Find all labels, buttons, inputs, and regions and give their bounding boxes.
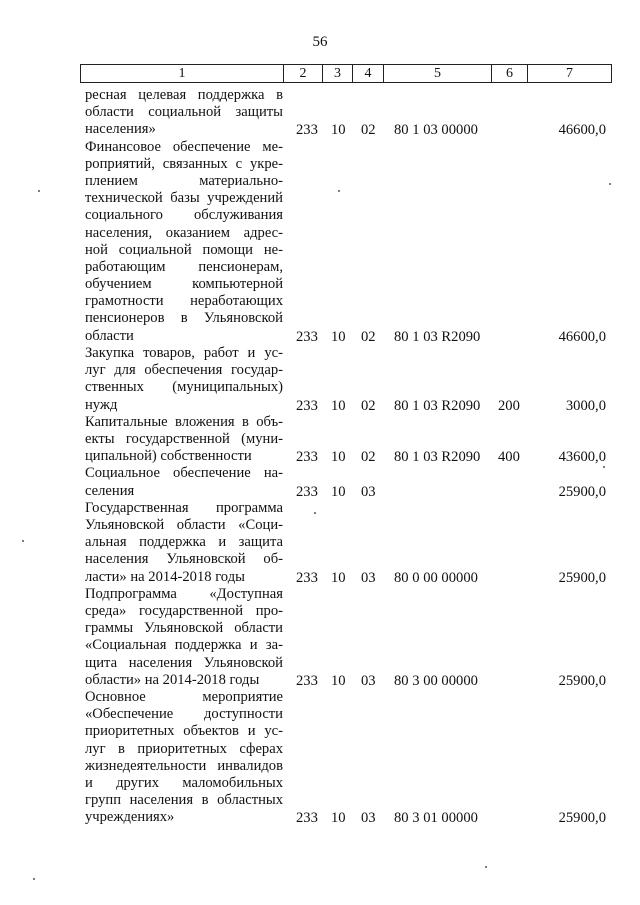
cell-c3: 10 bbox=[331, 122, 346, 139]
cell-c7: 25900,0 bbox=[558, 569, 606, 586]
cell-c4: 03 bbox=[361, 569, 376, 586]
description-line: населения, оказанием адрес- bbox=[85, 224, 283, 241]
cell-c3: 10 bbox=[331, 449, 346, 466]
column-header-3: 3 bbox=[323, 65, 353, 82]
scan-speck bbox=[33, 878, 35, 880]
description-line: плением материально- bbox=[85, 172, 283, 189]
description-line: Закупка товаров, работ и ус- bbox=[85, 345, 283, 361]
cell-c3: 10 bbox=[331, 810, 346, 827]
column-header-4: 4 bbox=[353, 65, 384, 82]
description-line: социального обслуживания bbox=[85, 207, 283, 224]
cell-c3: 10 bbox=[331, 569, 346, 586]
cell-c6: 400 bbox=[498, 449, 520, 466]
description-line: населения Ульяновской об- bbox=[85, 551, 283, 568]
description-line: граммы Ульяновской области bbox=[85, 620, 283, 637]
description-line: учреждениях» bbox=[85, 809, 175, 826]
cell-c7: 3000,0 bbox=[565, 397, 606, 414]
cell-c3: 10 bbox=[331, 397, 346, 414]
cell-c3: 10 bbox=[331, 483, 346, 500]
description-line: екты государственной (муни- bbox=[85, 430, 283, 447]
row-description bbox=[85, 465, 283, 499]
row-description bbox=[85, 414, 283, 466]
cell-c5: 80 3 00 00000 bbox=[394, 672, 478, 689]
row-description bbox=[85, 689, 283, 827]
column-header-5: 5 bbox=[384, 65, 492, 82]
description-line: «Социальная поддержка и за- bbox=[85, 637, 283, 654]
cell-c5: 80 1 03 R2090 bbox=[394, 328, 481, 345]
description-line: обучением компьютерной bbox=[85, 276, 283, 293]
description-line: Основное мероприятие bbox=[85, 689, 283, 705]
cell-c2: 233 bbox=[296, 449, 318, 466]
scan-speck bbox=[485, 866, 487, 868]
cell-c4: 03 bbox=[361, 483, 376, 500]
description-line: приоритетных объектов и ус- bbox=[85, 723, 283, 740]
table-column-header bbox=[80, 64, 612, 83]
description-line: среда» государственной про- bbox=[85, 602, 283, 619]
page-number: 56 bbox=[312, 34, 328, 50]
cell-c7: 46600,0 bbox=[558, 328, 606, 345]
scan-speck bbox=[603, 466, 605, 468]
column-header-1: 1 bbox=[81, 65, 284, 82]
description-line: луг для обеспечения государ- bbox=[85, 362, 283, 379]
description-line: «Обеспечение доступности bbox=[85, 706, 283, 723]
description-line: нужд bbox=[85, 396, 118, 413]
cell-c2: 233 bbox=[296, 397, 318, 414]
scan-speck bbox=[338, 190, 340, 192]
description-line: области социальной защиты bbox=[85, 104, 283, 121]
cell-c7: 43600,0 bbox=[558, 449, 606, 466]
description-line: Подпрограмма «Доступная bbox=[85, 585, 283, 602]
row-description bbox=[85, 139, 283, 345]
cell-c7: 25900,0 bbox=[558, 810, 606, 827]
cell-c7: 25900,0 bbox=[558, 483, 606, 500]
row-description bbox=[85, 586, 283, 689]
column-header-2: 2 bbox=[284, 65, 323, 82]
description-line: и других маломобильных bbox=[85, 774, 283, 791]
description-line: Государственная программа bbox=[85, 499, 283, 516]
description-line: ресная целевая поддержка в bbox=[85, 87, 283, 103]
description-line: селения bbox=[85, 482, 135, 499]
cell-c2: 233 bbox=[296, 122, 318, 139]
description-line: Ульяновской области «Соци- bbox=[85, 516, 283, 533]
cell-c5: 80 1 03 R2090 bbox=[394, 397, 481, 414]
cell-c5: 80 0 00 00000 bbox=[394, 569, 478, 586]
cell-c3: 10 bbox=[331, 328, 346, 345]
cell-c6: 200 bbox=[498, 397, 520, 414]
cell-c2: 233 bbox=[296, 569, 318, 586]
cell-c2: 233 bbox=[296, 672, 318, 689]
cell-c5: 80 3 01 00000 bbox=[394, 810, 478, 827]
cell-c7: 25900,0 bbox=[558, 672, 606, 689]
cell-c4: 02 bbox=[361, 122, 376, 139]
description-line: роприятий, связанных с укре- bbox=[85, 155, 283, 172]
description-line: технической базы учреждений bbox=[85, 190, 283, 207]
cell-c5: 80 1 03 R2090 bbox=[394, 449, 481, 466]
description-line: области bbox=[85, 327, 134, 344]
column-header-6: 6 bbox=[492, 65, 528, 82]
description-line: грамотности неработающих bbox=[85, 293, 283, 310]
description-line: работающим пенсионерам, bbox=[85, 258, 283, 275]
description-line: луг в приоритетных сферах bbox=[85, 740, 283, 757]
description-line: ной социальной помощи не- bbox=[85, 241, 283, 258]
row-description bbox=[85, 345, 283, 414]
cell-c4: 02 bbox=[361, 397, 376, 414]
description-line: ственных (муниципальных) bbox=[85, 379, 283, 396]
description-line: населения» bbox=[85, 121, 156, 138]
cell-c2: 233 bbox=[296, 328, 318, 345]
description-line: ласти» на 2014-2018 годы bbox=[85, 568, 245, 585]
description-line: альная поддержка и защита bbox=[85, 534, 283, 551]
description-line: области» на 2014-2018 годы bbox=[85, 671, 260, 688]
column-header-7: 7 bbox=[566, 66, 573, 81]
cell-c4: 03 bbox=[361, 810, 376, 827]
row-description bbox=[85, 87, 283, 139]
scan-speck bbox=[314, 512, 316, 514]
cell-c4: 02 bbox=[361, 449, 376, 466]
description-line: пенсионеров в Ульяновской bbox=[85, 310, 283, 327]
scan-speck bbox=[22, 540, 24, 542]
description-line: Финансовое обеспечение ме- bbox=[85, 138, 283, 155]
cell-c4: 03 bbox=[361, 672, 376, 689]
description-line: щита населения Ульяновской bbox=[85, 654, 283, 671]
description-line: групп населения в областных bbox=[85, 792, 283, 809]
description-line: Капитальные вложения в объ- bbox=[85, 413, 283, 430]
cell-c7: 46600,0 bbox=[558, 122, 606, 139]
cell-c2: 233 bbox=[296, 483, 318, 500]
scan-speck bbox=[609, 183, 611, 185]
cell-c5: 80 1 03 00000 bbox=[394, 122, 478, 139]
cell-c4: 02 bbox=[361, 328, 376, 345]
cell-c2: 233 bbox=[296, 810, 318, 827]
scan-speck bbox=[38, 190, 40, 192]
cell-c3: 10 bbox=[331, 672, 346, 689]
description-line: Социальное обеспечение на- bbox=[85, 465, 283, 482]
description-line: ципальной) собственности bbox=[85, 448, 252, 465]
description-line: жизнедеятельности инвалидов bbox=[85, 757, 283, 774]
row-description bbox=[85, 500, 283, 586]
